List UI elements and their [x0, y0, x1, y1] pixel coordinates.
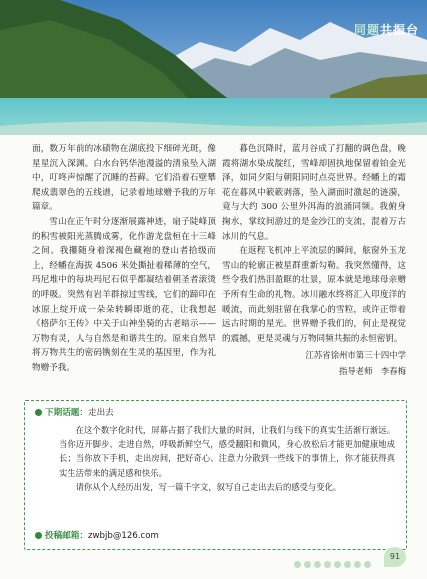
topic-paragraph: 在这个数字化时代，屏幕占据了我们大量的时间，让我们与线下的真实生活渐行渐远。当你迈开脚步、走进自然，呼吸新鲜空气，感受翻阳和微风，身心放松后才能更加健康地成长；当你放下手机，走出房间，把好奇心、注意力分散到一些线下的事情上，你才能获得真实生活带来的满足感和快乐。 — [59, 425, 395, 478]
article-paragraph: 在返程飞机冲上平流层的瞬间，舷窗外玉龙雪山的轮廓正被星群重新勾勒。我突然懂得，这些令我们热泪盈眶的壮景，原本就是地球母亲赠予所有生命的礼物。冰川融水终将汇入印度洋的暖流，而此刻驻留在我掌心的雪粒，或许正带着远古时期的星光。世界赠予我们的，何止是视觉的震撼，更是灵魂与万物同频共振的永恒密钥。 — [222, 246, 406, 344]
next-topic-body — [59, 423, 395, 494]
decor-dot-icon — [304, 561, 311, 568]
decorative-dots — [294, 553, 374, 572]
section-tag — [354, 21, 419, 38]
bullet-dot-icon — [35, 532, 42, 539]
decor-dot-icon — [364, 561, 371, 568]
next-topic-title: 走出去 — [87, 408, 114, 418]
submission-label: 投稿邮箱： — [45, 531, 88, 541]
decor-dot-icon — [334, 561, 341, 568]
article-paragraph: 雪山在正午时分逐渐展露神迹，扇子陡峰顶的积雪被阳光蒸腾成雾，化作游龙盘桓在十三峰之间。我攥随身着深褐色藏袍的登山者拾级而上，经幡在海拔 4506 米处撕扯着稀薄的空气，玛尼堆中的每块玛尼石似乎都凝结着朝圣者滚烫的呼吸。突然有岩羊群掠过雪线，它们的蹄印在冰原上绽开成一朵朵转瞬即逝的花，让我想起《格萨尔王传》中关于山神坐骑的古老暗示——万物有灵，人与自然是和谐共生的。原来自然早将万物共生的密码镌刻在生灵的基因里，作为礼物赠予我。 — [32, 216, 216, 373]
submission-email[interactable]: zwbjb@126.com — [87, 531, 159, 541]
author-teacher: 指导老师 李春梅 — [339, 366, 406, 377]
author-school: 江苏省徐州市第三十四中学 — [305, 350, 406, 361]
next-topic-label: 下期话题： — [45, 408, 88, 418]
next-topic-box — [24, 400, 407, 550]
next-topic-heading — [35, 406, 114, 420]
page-number: 91 — [384, 547, 406, 567]
section-tag-part-a: 同题 — [353, 23, 380, 37]
bullet-dot-icon — [35, 409, 42, 416]
article-right-column — [222, 142, 406, 378]
topic-paragraph: 请你从个人经历出发，写一篇千字文，叙写自己走出去后的感受与变化。 — [75, 481, 342, 492]
decor-dot-icon — [324, 561, 331, 568]
submission-email-row — [35, 529, 159, 541]
header-photo — [0, 0, 427, 135]
decor-dot-icon — [294, 561, 301, 568]
decor-dot-icon — [354, 561, 361, 568]
article-left-column — [32, 142, 216, 376]
decor-dot-icon — [314, 561, 321, 568]
article-paragraph: 面，数万年前的冰碛物在湖底投下细碎光斑，像星星沉入深渊。白水台钙华池漫溢的清泉坠入湖中，叮咚声惊醒了沉睡的苔藓。它们沿着石壁攀爬成翡翠色的五线谱，记录着地球赠予我的万年篇章。 — [32, 144, 216, 213]
section-tag-part-b: 共振台 — [379, 23, 419, 37]
decor-dot-icon — [344, 561, 351, 568]
article-paragraph: 暮色沉降时，蓝月谷成了打翻的调色盘，晚霞将湖水染成靛红，雪峰却固执地保留着铂金光泽，如同夕阳与朝阳同时点亮世界。经幡上的霜花在暮风中簌簌剥落，坠入湖面时激起的涟漪，竟与大约 300 公里外洱海的浪涌同频。我俯身掬水，掌纹间游过的是金沙江的支流，混着万古冰川的气息。 — [222, 144, 406, 242]
